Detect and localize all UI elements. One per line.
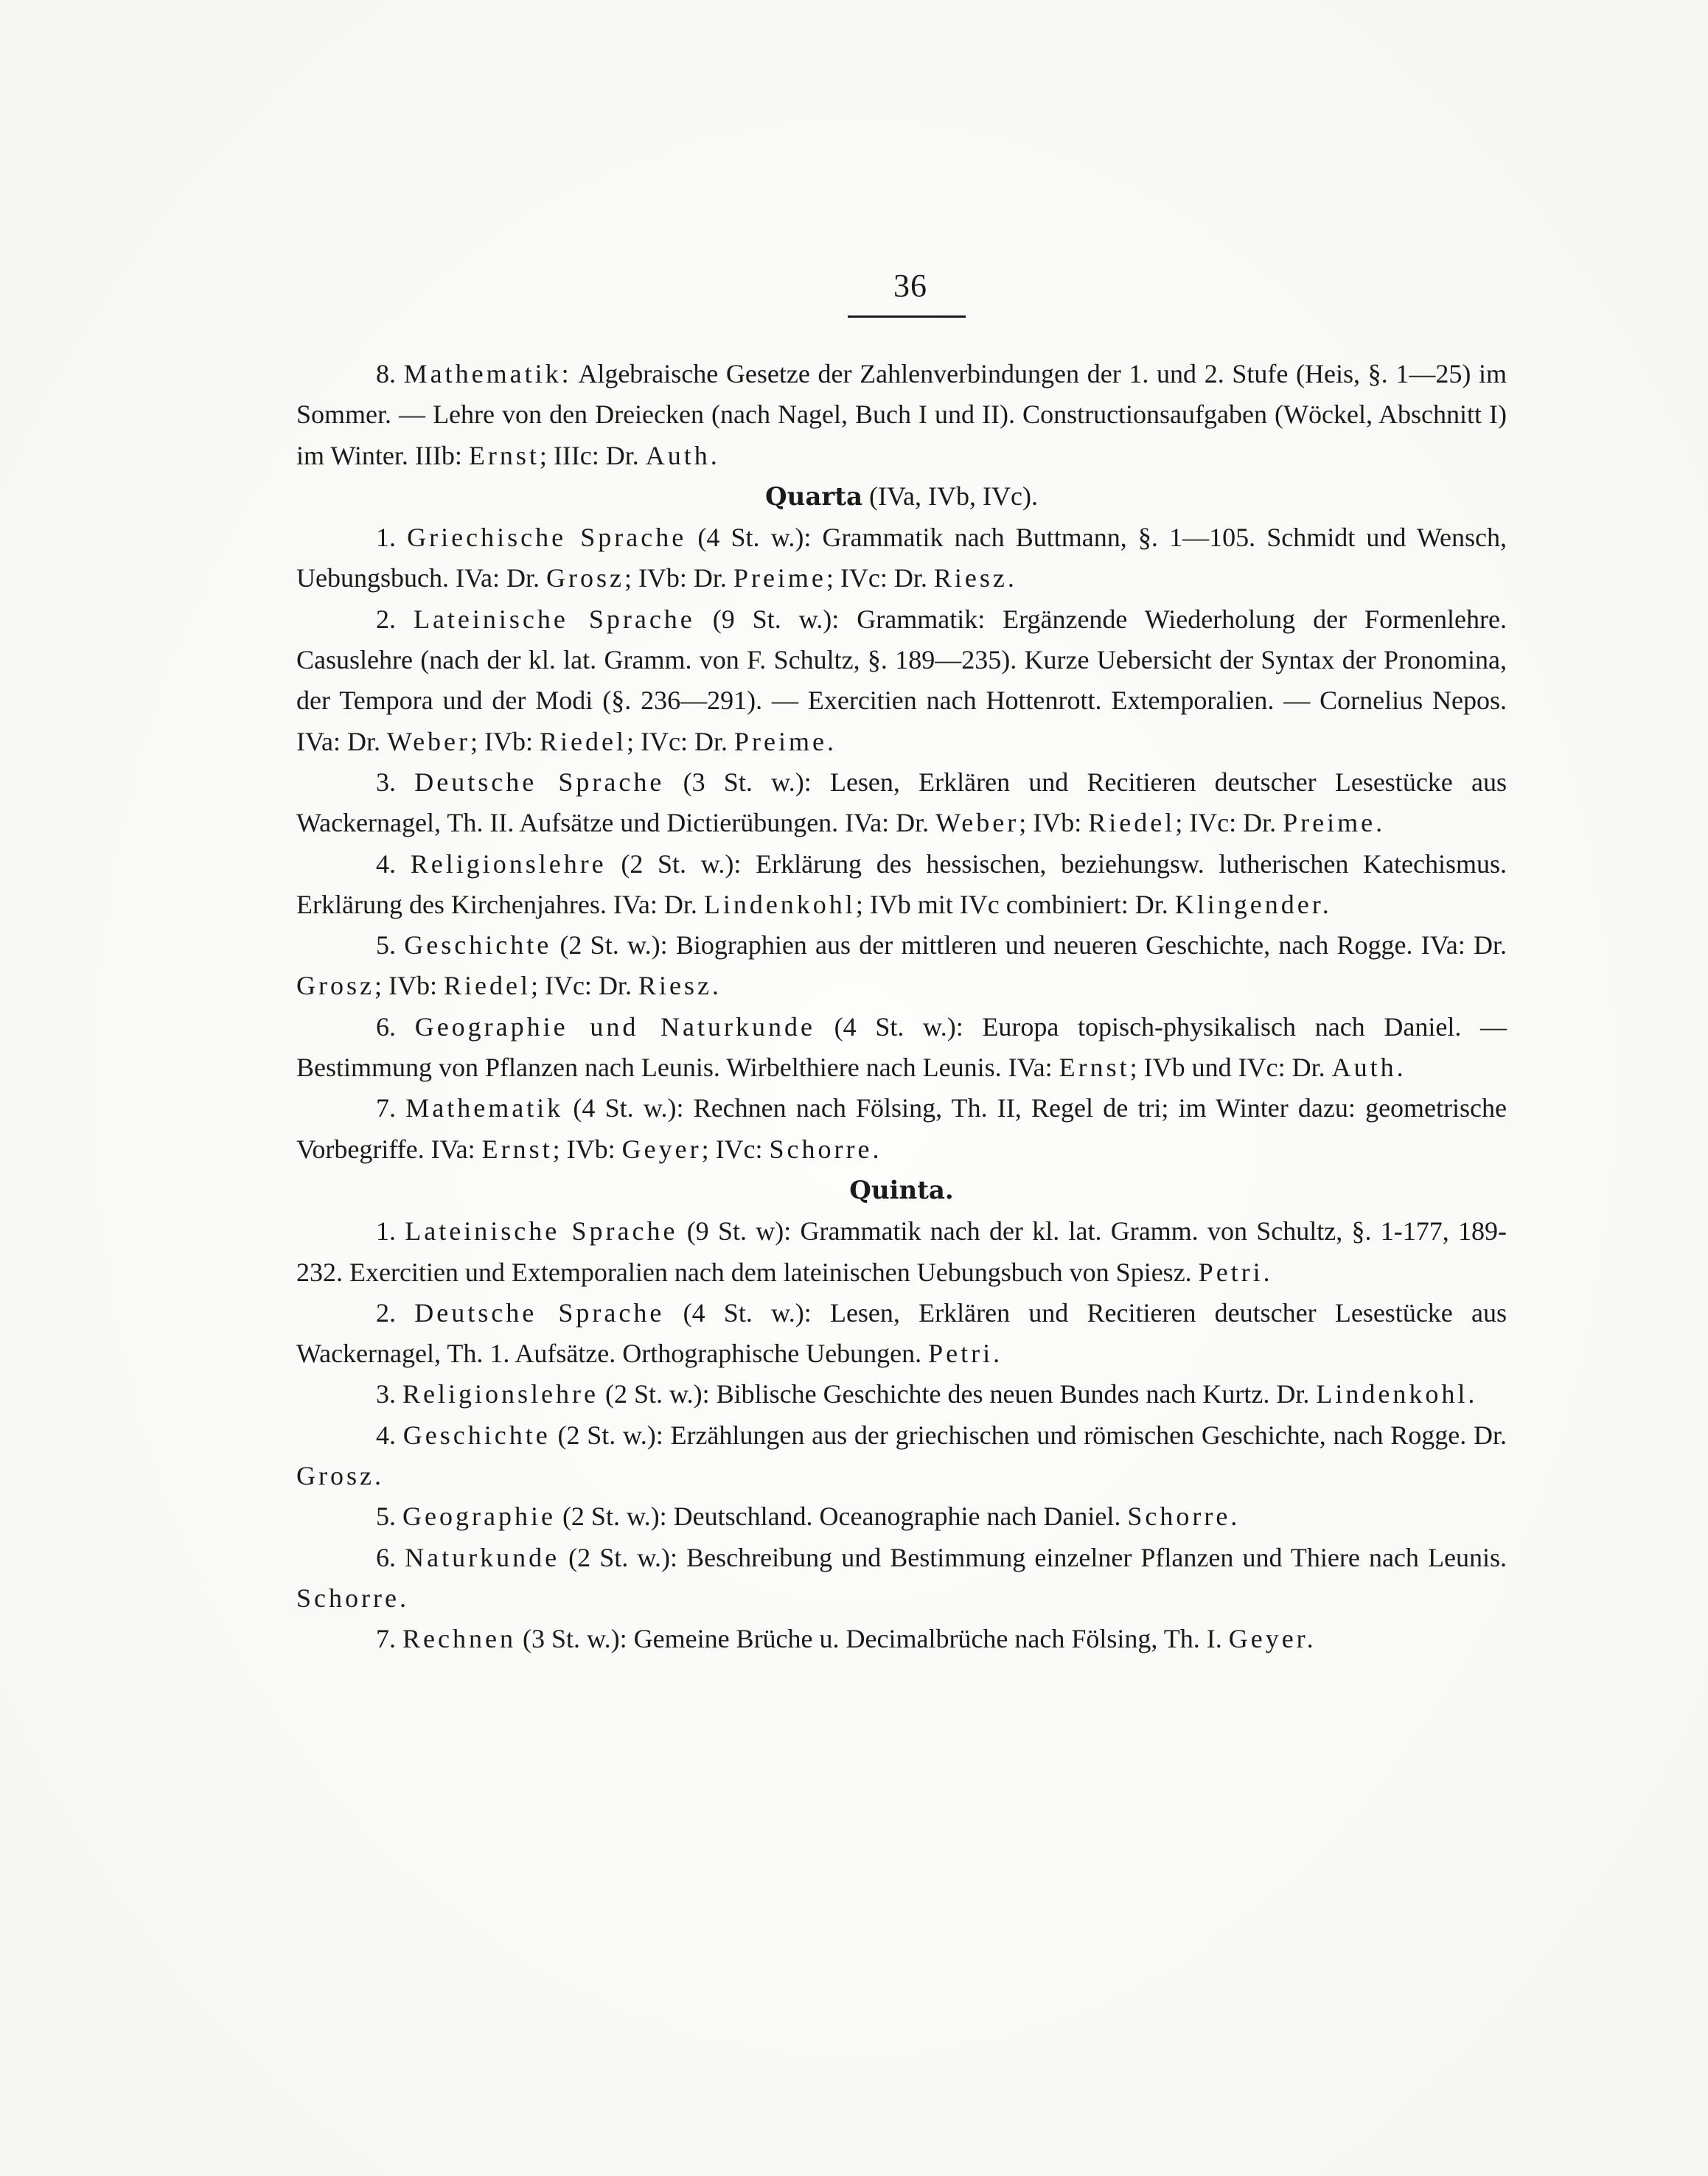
paragraph-text: (2 St. w.): Erklärung des hessischen, beziehungsw. lutherischen Katechismus. Erklärung des Kirchenjahres. IVa: Dr. [296,848,1507,919]
paragraph-text: Algebraische Gesetze der Zahlenverbindungen der 1. und 2. Stufe (Heis, §. 1—25) im Sommer. — Lehre von den Dreiecken (nach Nagel, Buch I und II). Constructionsaufgaben (Wöckel, Abschnitt I) im Winter. IIIb: [296,359,1507,470]
paragraph-text: 3. [376,767,415,797]
paragraph-text: (9 St. w): Grammatik nach der kl. lat. Gramm. von Schultz, §. 1-177, 189-232. Exercitien und Extemporalien nach dem lateinischen Uebungsbuch von Spiesz. [296,1216,1507,1287]
paragraph-text: (4 St. w.): Grammatik nach Buttmann, §. 1—105. Schmidt und Wensch, Uebungsbuch. IVa: Dr. [296,523,1507,593]
spaced-emphasis: Lindenkohl [703,889,856,919]
paragraph-text: 1. [376,523,408,553]
paragraph-text: 5. [376,1502,402,1532]
spaced-emphasis: Grosz [545,563,624,593]
spaced-emphasis: Petri. [928,1339,1003,1369]
spaced-emphasis: Ernst [1059,1053,1130,1083]
paragraph-text: (3 St. w.): Gemeine Brüche u. Decimalbrüche nach Fölsing, Th. I. [515,1624,1229,1654]
section-heading-name: Quarta [765,481,863,512]
spaced-emphasis: Schorre. [1127,1502,1241,1532]
paragraph-text: ; IVb mit IVc combiniert: Dr. [855,889,1175,919]
spaced-emphasis: Mathematik [405,1093,564,1123]
spaced-emphasis: Geschichte [402,1420,551,1450]
spaced-emphasis: Rechnen [402,1624,516,1654]
section-heading [296,476,1507,517]
spaced-emphasis: Religionslehre [410,848,607,879]
paragraph-text: ; IVb: [374,971,444,1001]
paragraph-text: 5. [376,930,405,960]
subject-paragraph [296,354,1507,476]
paragraph-text: 7. [376,1624,402,1654]
spaced-emphasis: Lindenkohl. [1316,1379,1478,1409]
spaced-emphasis: Grosz. [296,1461,384,1491]
subject-paragraph [296,1538,1507,1619]
paragraph-text: ; IVc: Dr. [530,971,638,1001]
paragraph-text: (4 St. w.): Europa topisch-physikalisch nach Daniel. — Bestimmung von Pflanzen nach Leunis. Wirbelthiere nach Leunis. IVa: [296,1011,1507,1083]
spaced-emphasis: Lateinische Sprache [405,1216,678,1246]
paragraph-text: (3 St. w.): Lesen, Erklären und Recitieren deutscher Lesestücke aus Wackernagel, Th. II. Aufsätze und Dictierübungen. IVa: Dr. [296,767,1507,838]
spaced-emphasis: Riedel [540,726,627,756]
paragraph-text: 3. [376,1379,402,1409]
paragraph-text: 6. [376,1542,405,1572]
paragraph-text: ; IVb: [470,726,540,756]
spaced-emphasis: Geschichte [404,930,552,960]
spaced-emphasis: Geyer. [1228,1624,1317,1654]
spaced-emphasis: Schorre. [296,1583,409,1613]
paragraph-text: ; IVb: [552,1134,622,1164]
paragraph-text: (2 St. w.): Biographien aus der mittleren und neueren Geschichte, nach Rogge. IVa: Dr. [551,930,1507,960]
subject-paragraph [296,1496,1507,1537]
spaced-emphasis: Ernst [481,1134,553,1164]
page-number-rule [848,315,966,318]
subject-paragraph [296,1088,1507,1170]
spaced-emphasis: Naturkunde [405,1542,560,1572]
spaced-emphasis: Deutsche Sprache [414,1297,665,1328]
paragraph-text: (4 St. w.): Lesen, Erklären und Recitieren deutscher Lesestücke aus Wackernagel, Th. 1. Aufsätze. Orthographische Uebungen. [296,1297,1507,1369]
spaced-emphasis: Deutsche Sprache [414,767,665,797]
subject-paragraph [296,844,1507,926]
spaced-emphasis: Ernst [468,440,540,470]
paragraph-text: ; IVb und IVc: Dr. [1129,1053,1332,1083]
spaced-emphasis: Petri. [1198,1257,1273,1287]
paragraph-text: ; IVc: Dr. [627,726,734,756]
paragraph-text: 1. [376,1216,405,1246]
spaced-emphasis: Schorre. [769,1134,882,1164]
spaced-emphasis: Weber [386,726,471,756]
paragraph-text: (2 St. w.): Beschreibung und Bestimmung einzelner Pflanzen und Thiere nach Leunis. [560,1542,1507,1572]
section-heading-classes: (IVa, IVb, IVc). [862,481,1038,511]
spaced-emphasis: Weber [935,808,1019,838]
paragraph-text: 8. [376,359,404,388]
spaced-emphasis: Klingender. [1174,889,1332,919]
subject-paragraph [296,517,1507,599]
paragraph-text: 4. [376,1420,403,1450]
spaced-emphasis: Lateinische Sprache [413,604,695,634]
paragraph-text: 2. [376,604,414,634]
spaced-emphasis: Geographie [402,1502,556,1532]
section-heading-name: Quinta. [849,1175,954,1205]
spaced-emphasis: Auth. [1331,1053,1407,1083]
paragraph-text: ; IVc: Dr. [1175,808,1283,838]
spaced-emphasis: Geyer [621,1134,702,1164]
paragraph-text: ; IVc: Dr. [826,563,934,593]
subject-paragraph [296,925,1507,1007]
paragraph-text: ; IVb: [1019,808,1089,838]
paragraph-text: (9 St. w.): Grammatik: Ergänzende Wiederholung der Formenlehre. Casuslehre (nach der kl. lat. Gramm. von F. Schultz, §. 189—235). Kurze Uebersicht der Syntax der Pronomina, der Tempora und der Modi (§. 236—291). — Exercitien nach Hottenrott. Extemporalien. — Cornelius Nepos. IVa: Dr. [296,604,1507,756]
spaced-emphasis: Religionslehre [402,1379,599,1409]
subject-paragraph [296,1374,1507,1415]
document-body [296,354,1507,1660]
subject-paragraph [296,599,1507,762]
spaced-emphasis: Grosz [296,971,374,1001]
paragraph-text: (2 St. w.): Deutschland. Oceanographie nach Daniel. [555,1502,1128,1532]
page-number: 36 [893,268,927,304]
spaced-emphasis: Griechische Sprache [407,523,687,553]
subject-paragraph [296,1293,1507,1375]
subject-paragraph [296,1211,1507,1293]
spaced-emphasis: Riedel [1088,808,1176,838]
spaced-emphasis: Preime. [1283,808,1386,838]
spaced-emphasis: Riesz. [638,971,722,1001]
paragraph-text: (2 St. w.): Biblische Geschichte des neuen Bundes nach Kurtz. Dr. [598,1379,1317,1409]
section-heading [296,1170,1507,1211]
subject-paragraph [296,1007,1507,1089]
spaced-emphasis: Auth. [645,440,720,470]
subject-paragraph [296,1415,1507,1497]
paragraph-text: 7. [376,1093,406,1123]
spaced-emphasis: Riesz. [933,563,1017,593]
spaced-emphasis: Riedel [443,971,531,1001]
paragraph-text: (4 St. w.): Rechnen nach Fölsing, Th. II, Regel de tri; im Winter dazu: geometrische Vorbegriffe. IVa: [296,1093,1507,1164]
spaced-emphasis: Preime [733,563,826,593]
spaced-emphasis: Geographie und Naturkunde [414,1011,815,1042]
spaced-emphasis: Preime. [733,726,837,756]
paragraph-text: ; IVc: [701,1134,770,1164]
paragraph-text: ; IIIc: Dr. [539,440,646,470]
spaced-emphasis: Mathematik: [403,359,572,388]
paragraph-text: 6. [376,1011,415,1042]
paragraph-text: 4. [376,848,411,879]
paragraph-text: ; IVb: Dr. [624,563,733,593]
subject-paragraph [296,1619,1507,1659]
paragraph-text: (2 St. w.): Erzählungen aus der griechischen und römischen Geschichte, nach Rogge. Dr. [550,1420,1507,1450]
paragraph-text: 2. [376,1297,415,1328]
subject-paragraph [296,762,1507,844]
